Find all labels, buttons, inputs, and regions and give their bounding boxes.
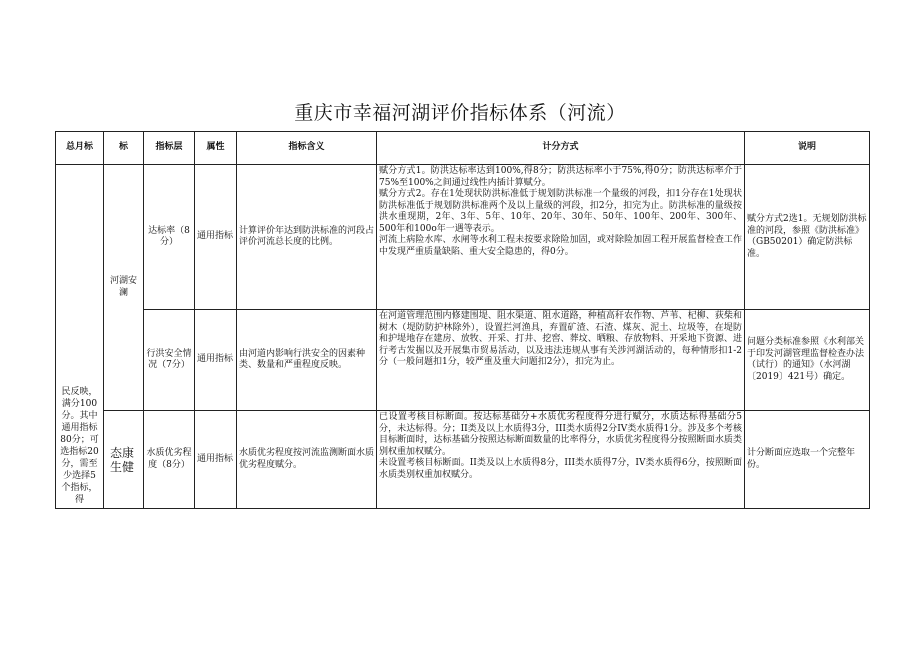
- meaning-cell: 水质优劣程度按河流监测断面水质优劣程度赋分。: [237, 411, 377, 509]
- attribute-cell: 通用指标: [195, 165, 237, 310]
- note-cell: 赋分方式2选1。无规划防洪标准的河段，参照《防洪标准》（GB50201）确定防洪标准。: [745, 165, 870, 310]
- note-cell: 问题分类标准参照《水利部关于印发河湖管理监督检查办法（试行）的通知》（水河湖〔2019〕421号）确定。: [745, 310, 870, 411]
- header-attribute: 属性: [195, 132, 237, 165]
- indicator-cell: 达标率（8分）: [144, 165, 195, 310]
- table-row: [56, 310, 870, 411]
- header-criteria: 标: [104, 132, 144, 165]
- header-method: 计分方式: [377, 132, 745, 165]
- header-note: 说明: [745, 132, 870, 165]
- table-header-row: [56, 132, 870, 165]
- criterion-cell: 河湖安澜: [104, 165, 144, 411]
- note-cell: 计分断面应选取一个完整年份。: [745, 411, 870, 509]
- method-cell: 已设置考核目标断面。按达标基础分+水质优劣程度得分进行赋分，水质达标得基础分5分，未达标得。分；II类及以上水质得3分，III类水质得2分IV类水质得1分。涉及多个考核目标断面时，达标基础分按照达标断面数量的比率得分，水质优劣程度得分按照断面水质类别权重加权赋分。 未设置考核目标断面。II类及以上水质得8分，III类水质得7分，IV类水质得6分，按照断面水质类别权重加权赋分。: [377, 411, 745, 509]
- meaning-cell: 由河道内影响行洪安全的因素种类、数量和严重程度反映。: [237, 310, 377, 411]
- page-title: 重庆市幸福河湖评价指标体系（河流）: [294, 102, 626, 124]
- header-indicator: 指标层: [144, 132, 195, 165]
- table-row: [56, 165, 870, 310]
- indicator-cell: 水质优劣程度（8分）: [144, 411, 195, 509]
- meaning-cell: 计算评价年达到防洪标准的河段占评价河流总长度的比例。: [237, 165, 377, 310]
- method-cell: 在河道管理范围内修建围堤、阻水渠道、阻水道路，种植高秆农作物、芦苇、杞柳、荻柴和树木（堤防防护林除外），设置拦河渔具，弃置矿渣、石渣、煤灰、泥土、垃圾等，在堤防和护堤地存在建房、放牧、开采、打井、挖窖、葬坟、晒粮、存放物料、开采地下资源、进行考古发掘以及开展集市贸易活动，以及违法违规从事有关涉河湖活动的，每种情形扣1-2分（一般问题扣1分，较严重及重大问题扣2分），扣完为止。: [377, 310, 745, 411]
- indicator-table: [55, 131, 870, 509]
- method-cell: 赋分方式1。防洪达标率达到100%,得8分；防洪达标率小于75%,得0分；防洪达标率介于75%至100%之间通过线性内插计算赋分。 赋分方式2。存在1处现状防洪标准低于规划防洪标准一个量级的河段，扣1分存在1处现状防洪标准低于规划防洪标准两个及以上量级的河段，扣2分，扣完为止。防洪标准的量级按洪水重现期，2年、3年、5年、10年、20年、30年、50年、100年、200年、300年、500年和100o年一遇等表示。 河流上病险水库、水闸等水利工程未按要求除险加固，或对除险加固工程开展监督检查工作中发现严重质量缺陷、重大安全隐患的，得0分。: [377, 165, 745, 310]
- criterion-cell: 态康生健: [104, 411, 144, 509]
- attribute-cell: 通用指标: [195, 310, 237, 411]
- total-score-cell: 民反映，满分100分。其中通用指标80分；可选指标20分，需至少选择5个指标，得: [56, 165, 104, 509]
- indicator-cell: 行洪安全情况（7分）: [144, 310, 195, 411]
- table-row: [56, 411, 870, 509]
- attribute-cell: 通用指标: [195, 411, 237, 509]
- header-total: 总月标: [56, 132, 104, 165]
- header-meaning: 指标含义: [237, 132, 377, 165]
